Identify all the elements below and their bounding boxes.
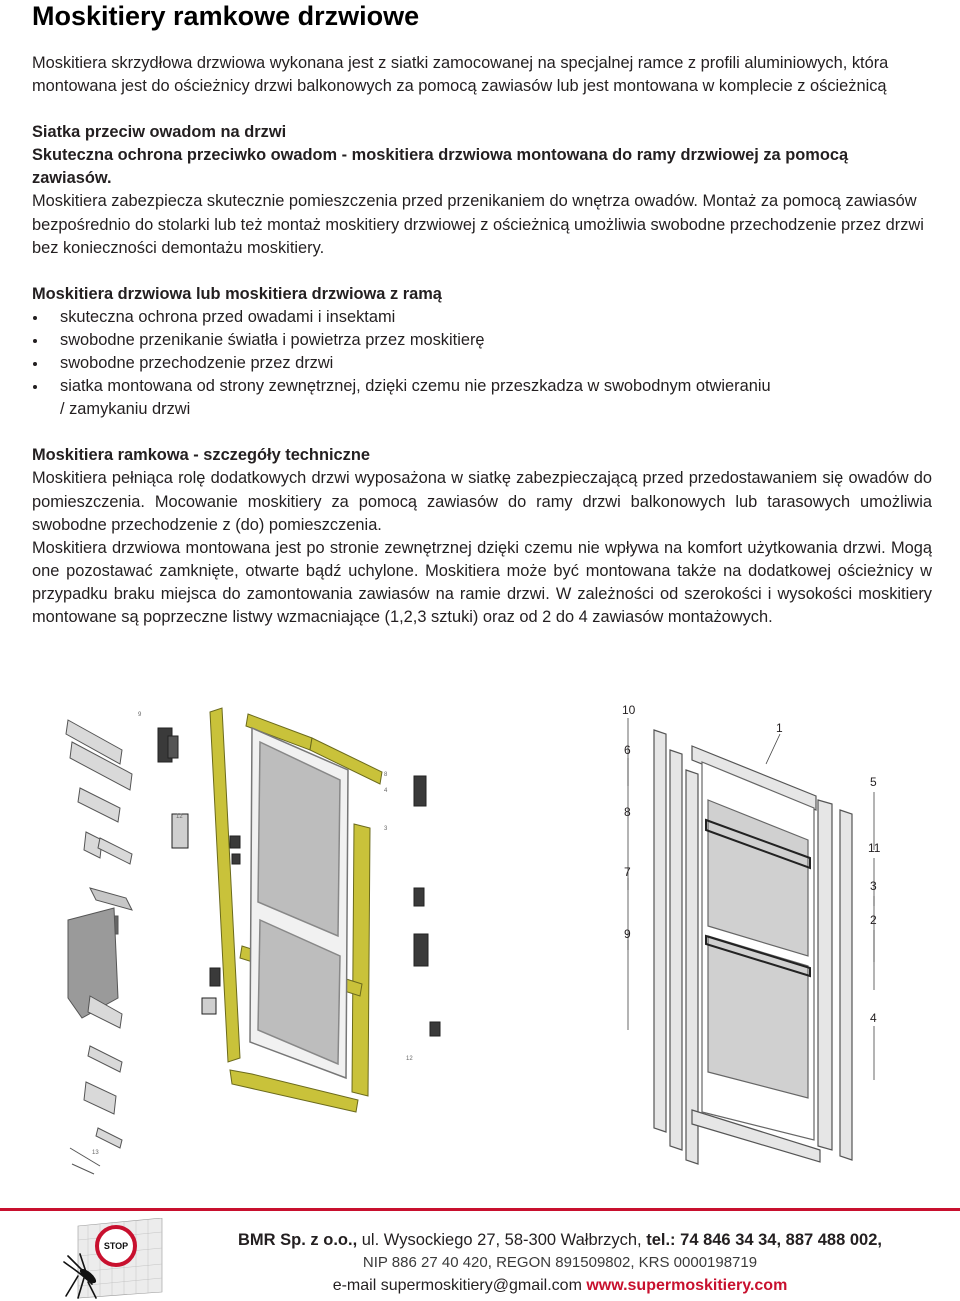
svg-text:8: 8 — [384, 772, 388, 778]
logo-stop-text: STOP — [103, 1241, 129, 1251]
footer-contact — [190, 1228, 930, 1297]
section3-paragraph-1: Moskitiera pełniąca rolę dodatkowych drzwi wyposażona w siatkę zabezpieczającą przed przedostawaniem się owadów do pomieszczenia. Mocowanie moskitiery za pomocą zawiasów do ramy drzwi balkonowych lub tarasowych umożliwia swobodne przechodzenie z (do) pomieszczenia. — [32, 469, 932, 534]
footer-email[interactable]: e-mail supermoskitiery@gmail.com — [332, 1277, 587, 1294]
company-logo — [58, 1218, 168, 1300]
door-screen — [702, 762, 814, 1140]
list-item: swobodne przenikanie światła i powietrza przez moskitierę — [32, 329, 932, 352]
footer-address: ul. Wysockiego 27, 58-300 Wałbrzych, — [357, 1231, 647, 1249]
svg-text:12: 12 — [176, 814, 183, 820]
screen-panel — [250, 728, 348, 1078]
section1-lead: Skuteczna ochrona przeciwko owadom - moskitiera drzwiowa montowana do ramy drzwiowej za pomocą zawiasów. — [32, 146, 849, 188]
intro-paragraph: Moskitiera skrzydłowa drzwiowa wykonana jest z siatki zamocowanej na specjalnej ramce z profili aluminiowych, która montowana jest do ościeżnicy drzwi balkonowych za pomocą zawiasów lub jest montowana w komplecie z ościeżnicą — [32, 54, 889, 96]
assembly-diagram — [600, 700, 900, 1180]
part-label: 3 — [870, 879, 877, 893]
svg-text:4: 4 — [384, 788, 388, 794]
part-label: 11 — [868, 841, 881, 855]
footer-company: BMR Sp. z o.o., — [238, 1231, 358, 1249]
part-label: 8 — [624, 805, 631, 819]
list-item: skuteczna ochrona przed owadami i insektami — [32, 306, 932, 329]
svg-text:3: 3 — [384, 826, 388, 832]
section1-heading: Siatka przeciw owadom na drzwi — [32, 123, 287, 142]
list-item: siatka montowana od strony zewnętrznej, dzięki czemu nie przeszkadza w swobodnym otwieraniu / zamykaniu drzwi — [32, 375, 932, 421]
page-title: Moskitiery ramkowe drzwiowe — [32, 1, 420, 31]
part-label: 10 — [622, 703, 636, 717]
content-body — [32, 52, 932, 629]
part-label: 6 — [624, 743, 631, 757]
footer-phone: tel.: 74 846 34 34, 887 488 002, — [646, 1231, 882, 1249]
section3-paragraph-2: Moskitiera drzwiowa montowana jest po stronie zewnętrznej dzięki czemu nie wpływa na komfort użytkowania drzwi. Mogą one pozostawać zamknięte, otwarte bądź uchylone. Moskitiera może być montowana także na dodatkowej ościeżnicy w przypadku braku miejsca do zamontowania zawiasów na ramie drzwi. W zależności od szerokości i wysokości moskitiery montowane są poprzeczne listwy wzmacniające (1,2,3 sztuki) oraz od 2 do 4 zawiasów montażowych. — [32, 538, 932, 626]
part-label: 2 — [870, 913, 877, 927]
part-label: 9 — [624, 927, 631, 941]
section3-heading: Moskitiera ramkowa - szczegóły techniczne — [32, 446, 370, 465]
section2-heading: Moskitiera drzwiowa lub moskitiera drzwiowa z ramą — [32, 284, 442, 303]
part-label: 5 — [870, 775, 877, 789]
footer-divider — [0, 1208, 960, 1211]
exploded-view-diagram — [62, 698, 482, 1176]
parts-column — [66, 720, 132, 1174]
svg-text:9: 9 — [138, 712, 142, 718]
part-label: 7 — [624, 865, 631, 879]
svg-text:13: 13 — [92, 1150, 99, 1156]
list-item: swobodne przechodzenie przez drzwi — [32, 352, 932, 375]
footer-website-link[interactable]: www.supermoskitiery.com — [586, 1277, 788, 1294]
svg-text:12: 12 — [406, 1056, 413, 1062]
footer-registry: NIP 886 27 40 420, REGON 891509802, KRS 0000198719 — [362, 1254, 758, 1271]
section1-body: Moskitiera zabezpiecza skutecznie pomieszczenia przed przenikaniem do wnętrza owadów. Montaż za pomocą zawiasów bezpośrednio do stolarki lub też montaż moskitiery drzwiowej z ościeżnicą umożliwia swobodne przechodzenie przez drzwi bez konieczności demontażu moskitiery. — [32, 192, 924, 257]
benefits-list — [32, 306, 932, 421]
part-label: 4 — [870, 1011, 877, 1025]
part-label: 1 — [776, 721, 783, 735]
